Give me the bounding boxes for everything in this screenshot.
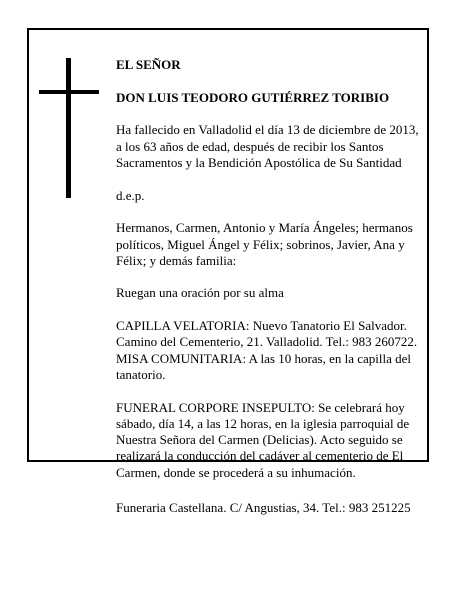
cross-vertical-bar <box>66 58 71 198</box>
funeral-home-information: Funeraria Castellana. C/ Angustias, 34. Tel.: 983 251225 <box>116 500 411 516</box>
obituary-text <box>116 41 422 533</box>
cross-icon <box>39 58 99 198</box>
deceased-name: DON LUIS TEODORO GUTIÉRREZ TORIBIO <box>116 89 390 105</box>
prayer-request: Ruegan una oración por su alma <box>116 285 284 301</box>
family-members: Hermanos, Carmen, Antonio y María Ángeles; hermanos políticos, Miguel Ángel y Félix; sobrinos, Javier, Ana y Félix; y demás familia: <box>116 220 413 268</box>
death-announcement: Ha fallecido en Valladolid el día 13 de diciembre de 2013, a los 63 años de edad, después de recibir los Santos Sacramentos y la Bendición Apostólica de Su Santidad <box>116 122 419 171</box>
wake-information: CAPILLA VELATORIA: Nuevo Tanatorio El Salvador. Camino del Cementerio, 21. Valladolid. Tel.: 983 260722. MISA COMUNITARIA: A las 10 horas, en la capilla del tanatorio. <box>116 318 418 382</box>
rest-in-peace: d.e.p. <box>116 187 145 203</box>
cross-horizontal-bar <box>39 90 99 94</box>
funeral-information: FUNERAL CORPORE INSEPULTO: Se celebrará hoy sábado, día 14, a las 12 horas, en la iglesia parroquial de Nuestra Señora del Carmen (Delicias). Acto seguido se realizará la conducción del cadáver al cementerio de El Carmen, donde se procederá a su inhumación. <box>116 399 410 480</box>
obituary-frame <box>27 28 429 516</box>
obituary-title: EL SEÑOR <box>116 57 181 73</box>
